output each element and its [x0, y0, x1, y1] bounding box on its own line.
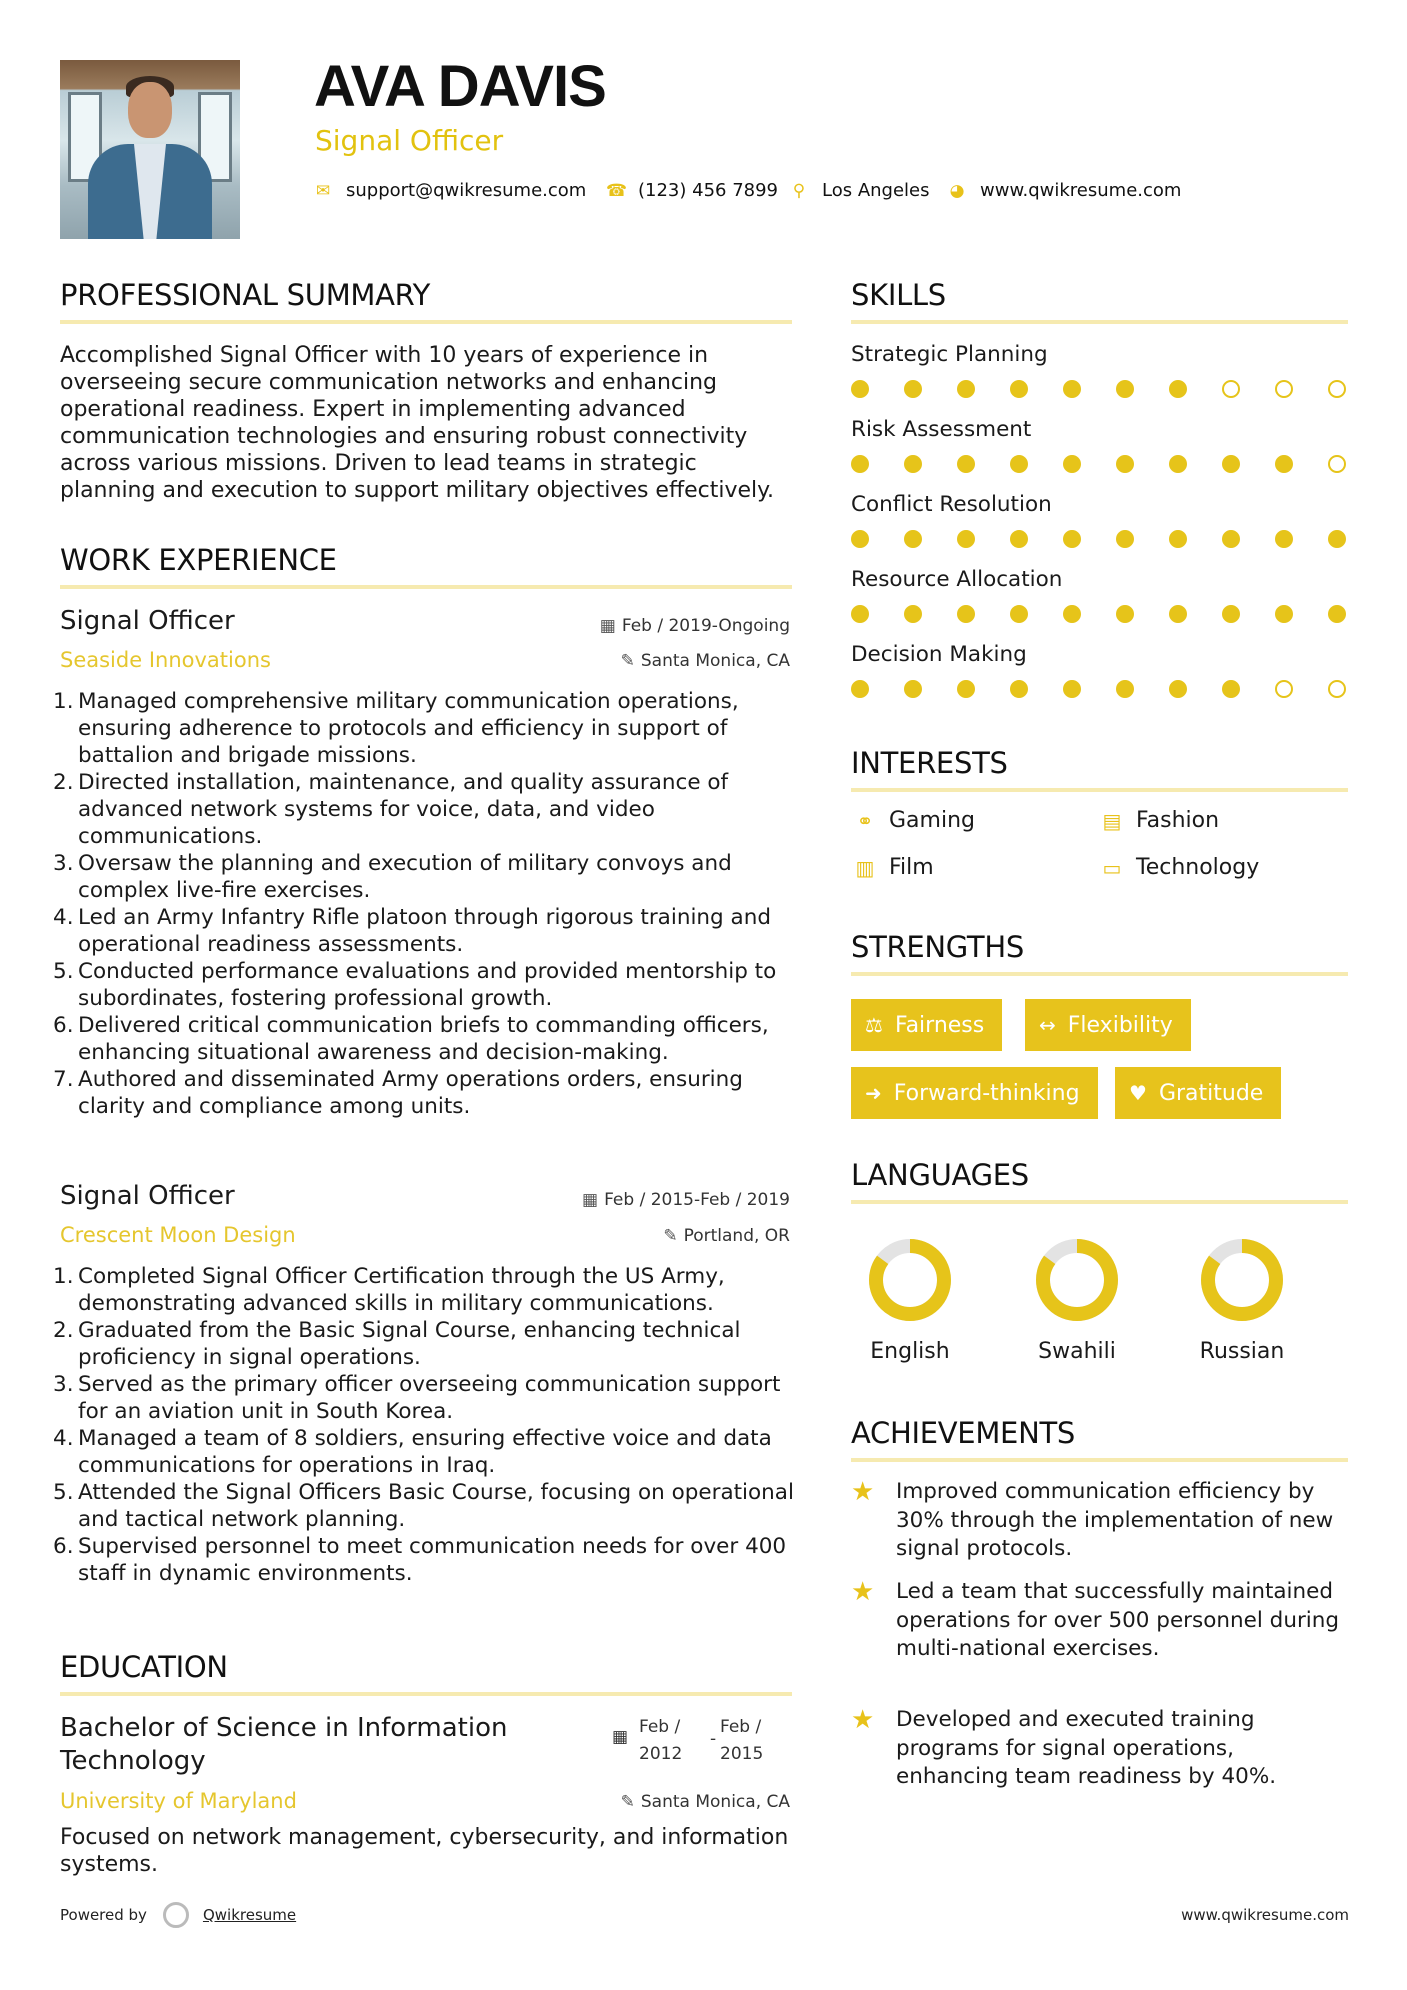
languages-divider — [851, 1200, 1348, 1204]
experience-heading: WORK EXPERIENCE — [60, 543, 337, 577]
location-text: Los Angeles — [822, 180, 930, 201]
skill-dot-filled — [1010, 380, 1028, 398]
list-item: Graduated from the Basic Signal Course, enhancing technical proficiency in signal operations. — [78, 1318, 741, 1370]
strengths-divider — [851, 972, 1348, 976]
qwikresume-logo-icon — [163, 1902, 189, 1928]
language-english — [845, 1235, 975, 1364]
skill-rating — [851, 455, 1346, 473]
education-location-text: Santa Monica, CA — [640, 1792, 790, 1812]
skill-dot-empty — [1275, 380, 1293, 398]
degree-title: Bachelor of Science in Information Technology — [60, 1713, 508, 1776]
skill-dot-filled — [1169, 530, 1187, 548]
job-duties-list — [78, 1263, 798, 1587]
education-end-date — [720, 1714, 763, 1768]
contact-email[interactable] — [314, 180, 586, 201]
skill-dot-filled — [904, 455, 922, 473]
job-company: Crescent Moon Design — [60, 1223, 296, 1247]
strength-label: Gratitude — [1158, 1080, 1264, 1106]
achievements-heading: ACHIEVEMENTS — [851, 1416, 1075, 1450]
job-location — [621, 651, 790, 671]
language-label: English — [870, 1339, 950, 1364]
job-company: Seaside Innovations — [60, 648, 271, 672]
date-separator: - — [710, 1729, 717, 1749]
interests-heading: INTERESTS — [851, 746, 1008, 780]
strength-tag-forward-thinking — [851, 1067, 1098, 1119]
list-item: Completed Signal Officer Certification through the US Army, demonstrating advanced skills in military communications. — [78, 1264, 725, 1316]
interests-divider — [851, 788, 1348, 792]
map-pin-icon: ⚲ — [792, 180, 806, 201]
skill-dot-filled — [1169, 455, 1187, 473]
skill-rating — [851, 680, 1346, 698]
laptop-icon: ▭ — [1102, 855, 1122, 880]
list-item: Delivered critical communication briefs to commanding officers, enhancing situational awareness and decision-making. — [78, 1013, 769, 1065]
summary-heading: PROFESSIONAL SUMMARY — [60, 278, 431, 312]
skill-dot-filled — [1010, 455, 1028, 473]
contact-website[interactable] — [948, 180, 1181, 201]
language-ring — [1032, 1235, 1122, 1325]
skill-label: Decision Making — [851, 642, 1027, 667]
language-ring — [865, 1235, 955, 1325]
website-text: www.qwikresume.com — [980, 180, 1182, 201]
pushpin-icon: ✎ — [620, 1792, 635, 1812]
skill-dot-filled — [957, 455, 975, 473]
skill-dot-filled — [904, 380, 922, 398]
achievement-text: Improved communication efficiency by 30% through the implementation of new signal protocols. — [896, 1479, 1334, 1561]
skills-divider — [851, 320, 1348, 324]
skill-dot-filled — [957, 680, 975, 698]
candidate-title: Signal Officer — [315, 124, 504, 157]
skill-dot-filled — [1222, 605, 1240, 623]
education-description: Focused on network management, cybersecurity, and information systems. — [60, 1825, 789, 1877]
education-start-date — [639, 1714, 682, 1768]
list-item: Authored and disseminated Army operations orders, ensuring clarity and compliance among units. — [78, 1067, 743, 1119]
skill-dot-filled — [851, 380, 869, 398]
skill-rating — [851, 380, 1346, 398]
skill-dot-filled — [1169, 380, 1187, 398]
skill-rating — [851, 605, 1346, 623]
skill-dot-filled — [1116, 455, 1134, 473]
balance-scale-icon: ⚖ — [865, 1013, 883, 1037]
language-label: Russian — [1199, 1339, 1285, 1364]
skill-dot-filled — [1116, 530, 1134, 548]
strength-tag-fairness — [851, 999, 1002, 1051]
star-icon: ★ — [851, 1477, 875, 1507]
strength-label: Forward-thinking — [893, 1080, 1080, 1106]
skill-label: Conflict Resolution — [851, 492, 1052, 517]
start-month: Feb / — [639, 1717, 681, 1737]
star-icon: ★ — [851, 1577, 875, 1607]
pushpin-icon: ✎ — [620, 651, 635, 671]
strength-label: Fairness — [894, 1012, 985, 1038]
job-location-text: Santa Monica, CA — [640, 651, 790, 671]
skill-dot-filled — [1222, 455, 1240, 473]
candidate-name: AVA DAVIS — [314, 54, 606, 119]
interest-label: Film — [889, 855, 934, 880]
skill-dot-filled — [1063, 680, 1081, 698]
skill-dot-filled — [957, 530, 975, 548]
skill-dot-filled — [957, 605, 975, 623]
list-item: Supervised personnel to meet communication needs for over 400 staff in dynamic environments. — [78, 1534, 787, 1586]
pushpin-icon: ✎ — [663, 1226, 678, 1246]
contact-phone[interactable] — [606, 180, 778, 201]
skill-dot-filled — [1116, 605, 1134, 623]
achievements-divider — [851, 1458, 1348, 1462]
interest-technology — [1098, 855, 1259, 880]
interest-fashion — [1098, 808, 1219, 833]
job-location-text: Portland, OR — [683, 1226, 790, 1246]
languages-heading: LANGUAGES — [851, 1158, 1029, 1192]
calendar-icon: ▦ — [599, 616, 616, 636]
phone-text: (123) 456 7899 — [638, 180, 779, 201]
skill-dot-filled — [1275, 530, 1293, 548]
school-name: University of Maryland — [60, 1789, 297, 1813]
skill-dot-filled — [1010, 605, 1028, 623]
education-location — [621, 1792, 790, 1812]
language-label: Swahili — [1038, 1339, 1116, 1364]
calendar-icon: ▦ — [612, 1727, 629, 1747]
footer-powered-by — [60, 1902, 296, 1928]
summary-divider — [60, 320, 792, 324]
skill-dot-filled — [851, 680, 869, 698]
end-year: 2015 — [720, 1744, 764, 1764]
interest-gaming — [851, 808, 975, 833]
job-dates — [582, 1190, 790, 1210]
skill-dot-filled — [1169, 605, 1187, 623]
education-heading: EDUCATION — [60, 1650, 228, 1684]
job-dates-text: Feb / 2019-Ongoing — [621, 616, 790, 636]
skill-dot-filled — [1328, 605, 1346, 623]
job-dates-text: Feb / 2015-Feb / 2019 — [604, 1190, 790, 1210]
strength-tag-gratitude — [1115, 1067, 1281, 1119]
language-swahili — [1012, 1235, 1142, 1364]
envelope-icon: ✉ — [315, 180, 331, 201]
strengths-heading: STRENGTHS — [851, 930, 1024, 964]
job-dates — [600, 616, 790, 636]
shopping-bag-icon: ▤ — [1102, 808, 1122, 833]
skill-dot-filled — [1328, 530, 1346, 548]
heart-icon: ♥ — [1129, 1081, 1147, 1105]
summary-text: Accomplished Signal Officer with 10 years of experience in overseeing secure communication networks and enhancing operational readiness. Expert in implementing advanced communication technologies and ensuring robust connectivity across various missions. Driven to lead teams in strategic planning and execution to support military objectives effectively. — [60, 343, 775, 503]
job-title: Signal Officer — [60, 1181, 235, 1211]
interest-label: Technology — [1136, 855, 1260, 880]
skill-dot-empty — [1328, 455, 1346, 473]
skill-dot-filled — [1063, 605, 1081, 623]
language-ring — [1197, 1235, 1287, 1325]
skill-dot-filled — [904, 530, 922, 548]
list-item: Led an Army Infantry Rifle platoon through rigorous training and operational readiness assessments. — [78, 905, 771, 957]
skill-dot-filled — [1063, 380, 1081, 398]
skill-dot-filled — [1275, 455, 1293, 473]
email-text: support@qwikresume.com — [346, 180, 587, 201]
skill-dot-filled — [1275, 605, 1293, 623]
interest-film — [851, 855, 934, 880]
interest-label: Gaming — [889, 808, 975, 833]
skill-dot-filled — [851, 530, 869, 548]
education-divider — [60, 1692, 792, 1696]
skill-dot-filled — [851, 605, 869, 623]
brand-link[interactable]: Qwikresume — [202, 1906, 297, 1924]
skill-dot-filled — [1010, 680, 1028, 698]
profile-photo — [60, 60, 240, 239]
job-title: Signal Officer — [60, 606, 235, 636]
start-year: 2012 — [639, 1744, 683, 1764]
experience-divider — [60, 585, 792, 589]
skill-dot-filled — [1063, 530, 1081, 548]
film-icon: ▥ — [855, 855, 875, 880]
achievement-text: Led a team that successfully maintained operations for over 500 personnel during multi-national exercises. — [896, 1579, 1340, 1661]
arrow-right-icon: ➜ — [865, 1081, 882, 1105]
globe-icon: ◕ — [949, 180, 965, 201]
skill-dot-empty — [1222, 380, 1240, 398]
skill-dot-filled — [1169, 680, 1187, 698]
language-russian — [1177, 1235, 1307, 1364]
list-item: Conducted performance evaluations and provided mentorship to subordinates, fostering professional growth. — [78, 959, 777, 1011]
star-icon: ★ — [851, 1705, 875, 1735]
list-item: Attended the Signal Officers Basic Course, focusing on operational and tactical network planning. — [78, 1480, 794, 1532]
list-item: Served as the primary officer overseeing communication support for an aviation unit in South Korea. — [78, 1372, 781, 1424]
interest-label: Fashion — [1136, 808, 1220, 833]
list-item: Oversaw the planning and execution of military convoys and complex live-fire exercises. — [78, 851, 732, 903]
skill-label: Resource Allocation — [851, 567, 1063, 592]
achievement-text: Developed and executed training programs for signal operations, enhancing team readiness by 40%. — [896, 1707, 1277, 1789]
skills-heading: SKILLS — [851, 278, 946, 312]
skill-label: Risk Assessment — [851, 417, 1032, 442]
achievement-item — [851, 1706, 1351, 1792]
phone-icon: ☎ — [606, 180, 628, 201]
skill-dot-empty — [1328, 680, 1346, 698]
skill-dot-filled — [1116, 680, 1134, 698]
job-duties-list — [78, 688, 798, 1120]
skill-dot-filled — [1116, 380, 1134, 398]
end-month: Feb / — [720, 1717, 762, 1737]
achievement-item — [851, 1478, 1351, 1564]
skill-dot-filled — [1222, 530, 1240, 548]
skill-dot-filled — [904, 605, 922, 623]
skill-dot-empty — [1328, 380, 1346, 398]
skill-dot-filled — [1010, 530, 1028, 548]
skill-dot-empty — [1275, 680, 1293, 698]
skill-dot-filled — [1222, 680, 1240, 698]
gamepad-icon: ⚭ — [856, 808, 874, 833]
list-item: Directed installation, maintenance, and quality assurance of advanced network systems for voice, data, and video communications. — [78, 770, 729, 849]
skill-dot-filled — [1063, 455, 1081, 473]
arrows-horizontal-icon: ↔ — [1039, 1013, 1056, 1037]
skill-dot-filled — [851, 455, 869, 473]
powered-by-text: Powered by — [60, 1906, 147, 1924]
skill-dot-filled — [904, 680, 922, 698]
skill-label: Strategic Planning — [851, 342, 1048, 367]
strength-label: Flexibility — [1067, 1012, 1173, 1038]
skill-dot-filled — [957, 380, 975, 398]
list-item: Managed comprehensive military communication operations, ensuring adherence to protocols and efficiency in support of battalion and brigade missions. — [78, 689, 739, 768]
job-location — [663, 1226, 790, 1246]
achievement-item — [851, 1578, 1351, 1664]
list-item: Managed a team of 8 soldiers, ensuring effective voice and data communications for operations in Iraq. — [78, 1426, 772, 1478]
contact-location — [790, 180, 930, 201]
strength-tag-flexibility — [1025, 999, 1191, 1051]
skill-rating — [851, 530, 1346, 548]
footer-url[interactable]: www.qwikresume.com — [1181, 1906, 1349, 1924]
calendar-icon: ▦ — [582, 1190, 599, 1210]
